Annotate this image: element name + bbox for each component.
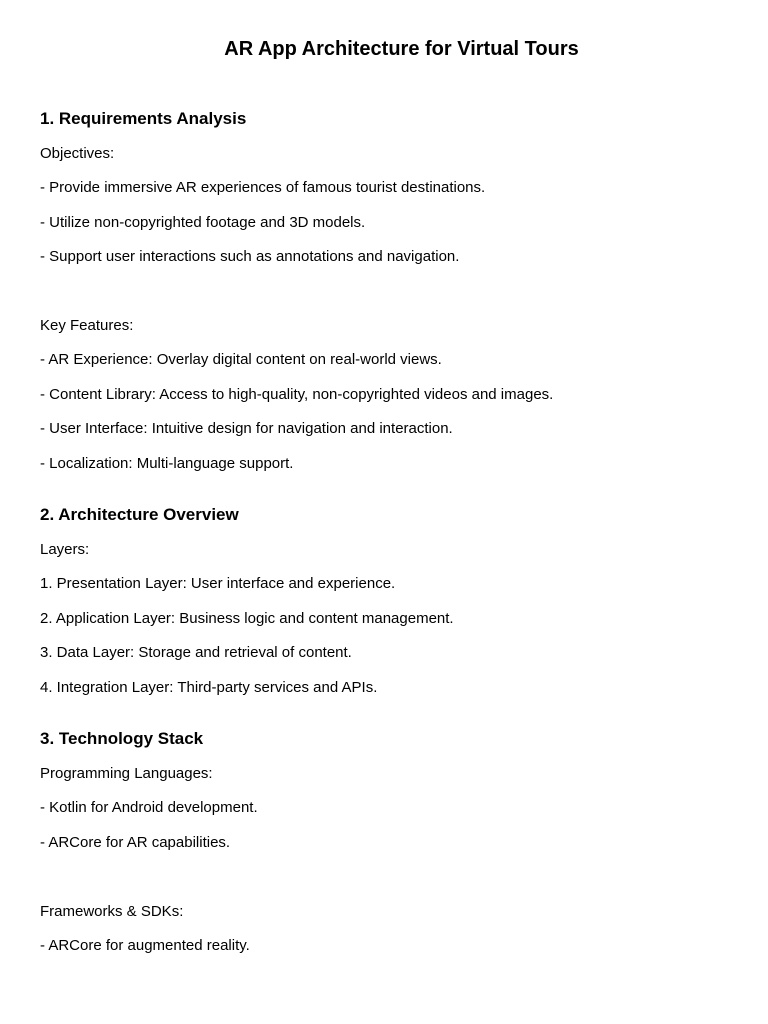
section-heading-architecture: 2. Architecture Overview	[40, 505, 239, 524]
feature-item: - AR Experience: Overlay digital content on real-world views.	[40, 351, 442, 368]
layer-item: 3. Data Layer: Storage and retrieval of content.	[40, 644, 352, 661]
programming-languages-label: Programming Languages:	[40, 765, 213, 782]
objectives-label: Objectives:	[40, 145, 115, 162]
layer-item: 4. Integration Layer: Third-party services and APIs.	[40, 679, 378, 696]
feature-item: - User Interface: Intuitive design for navigation and interaction.	[40, 420, 453, 437]
document-title: AR App Architecture for Virtual Tours	[224, 38, 579, 60]
language-item: - Kotlin for Android development.	[40, 799, 258, 816]
objective-item: - Utilize non-copyrighted footage and 3D models.	[40, 214, 366, 231]
objective-item: - Provide immersive AR experiences of famous tourist destinations.	[40, 179, 486, 196]
objective-item: - Support user interactions such as annotations and navigation.	[40, 248, 460, 265]
layer-item: 1. Presentation Layer: User interface and experience.	[40, 575, 396, 592]
layers-label: Layers:	[40, 541, 90, 558]
feature-item: - Localization: Multi-language support.	[40, 455, 294, 472]
section-heading-requirements: 1. Requirements Analysis	[40, 109, 247, 128]
section-heading-technology: 3. Technology Stack	[40, 729, 204, 748]
layer-item: 2. Application Layer: Business logic and content management.	[40, 610, 454, 627]
language-item: - ARCore for AR capabilities.	[40, 834, 231, 851]
feature-item: - Content Library: Access to high-quality, non-copyrighted videos and images.	[40, 386, 554, 403]
key-features-label: Key Features:	[40, 317, 134, 334]
framework-item: - ARCore for augmented reality.	[40, 937, 250, 954]
frameworks-label: Frameworks & SDKs:	[40, 903, 184, 920]
